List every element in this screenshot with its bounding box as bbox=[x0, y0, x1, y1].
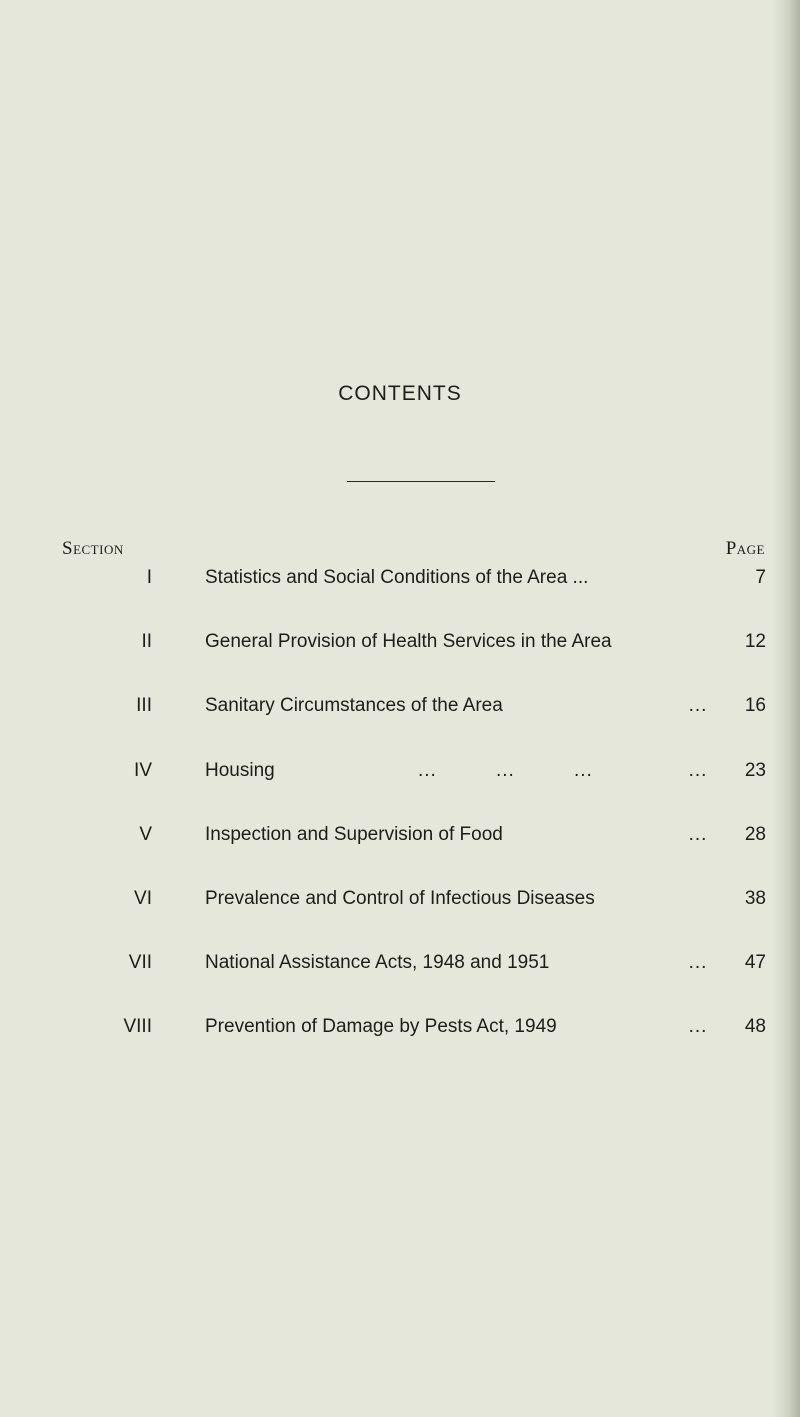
page-number: 12 bbox=[744, 631, 766, 652]
contents-row bbox=[0, 756, 800, 786]
dot-leader: ... bbox=[688, 952, 708, 973]
dot-leader: ... bbox=[496, 760, 515, 781]
contents-row bbox=[0, 820, 800, 850]
contents-row bbox=[0, 1012, 800, 1042]
section-column-header: Section bbox=[62, 538, 124, 559]
page-number: 28 bbox=[744, 824, 766, 845]
contents-row bbox=[0, 627, 800, 657]
section-number: VII bbox=[128, 952, 152, 973]
section-number: VI bbox=[134, 888, 152, 909]
dot-leader: ... bbox=[688, 1016, 708, 1037]
section-title: National Assistance Acts, 1948 and 1951 bbox=[205, 952, 550, 973]
dot-leader: ... bbox=[688, 824, 708, 845]
section-title: Prevention of Damage by Pests Act, 1949 bbox=[205, 1016, 557, 1037]
page-number: 48 bbox=[744, 1016, 766, 1037]
page-number: 7 bbox=[755, 567, 766, 588]
section-title: Statistics and Social Conditions of the Area ... bbox=[205, 567, 589, 588]
page-column-header: Page bbox=[725, 538, 765, 559]
page-number: 16 bbox=[744, 695, 766, 716]
section-number: III bbox=[136, 695, 152, 716]
dot-leader: ... bbox=[688, 760, 708, 781]
section-number: IV bbox=[134, 760, 152, 781]
page-number: 47 bbox=[744, 952, 766, 973]
dot-leader: ... bbox=[574, 760, 593, 781]
dot-leader: ... bbox=[688, 695, 708, 716]
dot-leader: ... bbox=[418, 760, 437, 781]
section-title: Housing bbox=[205, 760, 275, 781]
section-number: VIII bbox=[123, 1016, 152, 1037]
section-title: Prevalence and Control of Infectious Diseases bbox=[205, 888, 595, 909]
contents-row bbox=[0, 563, 800, 593]
section-number: I bbox=[146, 567, 152, 588]
section-title: Sanitary Circumstances of the Area bbox=[205, 695, 503, 716]
section-title: Inspection and Supervision of Food bbox=[205, 824, 503, 845]
title-divider bbox=[347, 481, 495, 482]
contents-row bbox=[0, 948, 800, 978]
section-title: General Provision of Health Services in the Area bbox=[205, 631, 612, 652]
section-number: V bbox=[139, 824, 152, 845]
contents-row bbox=[0, 691, 800, 721]
page-number: 38 bbox=[744, 888, 766, 909]
page-title: CONTENTS bbox=[338, 382, 462, 405]
section-number: II bbox=[141, 631, 152, 652]
contents-row bbox=[0, 884, 800, 914]
page-number: 23 bbox=[744, 760, 766, 781]
